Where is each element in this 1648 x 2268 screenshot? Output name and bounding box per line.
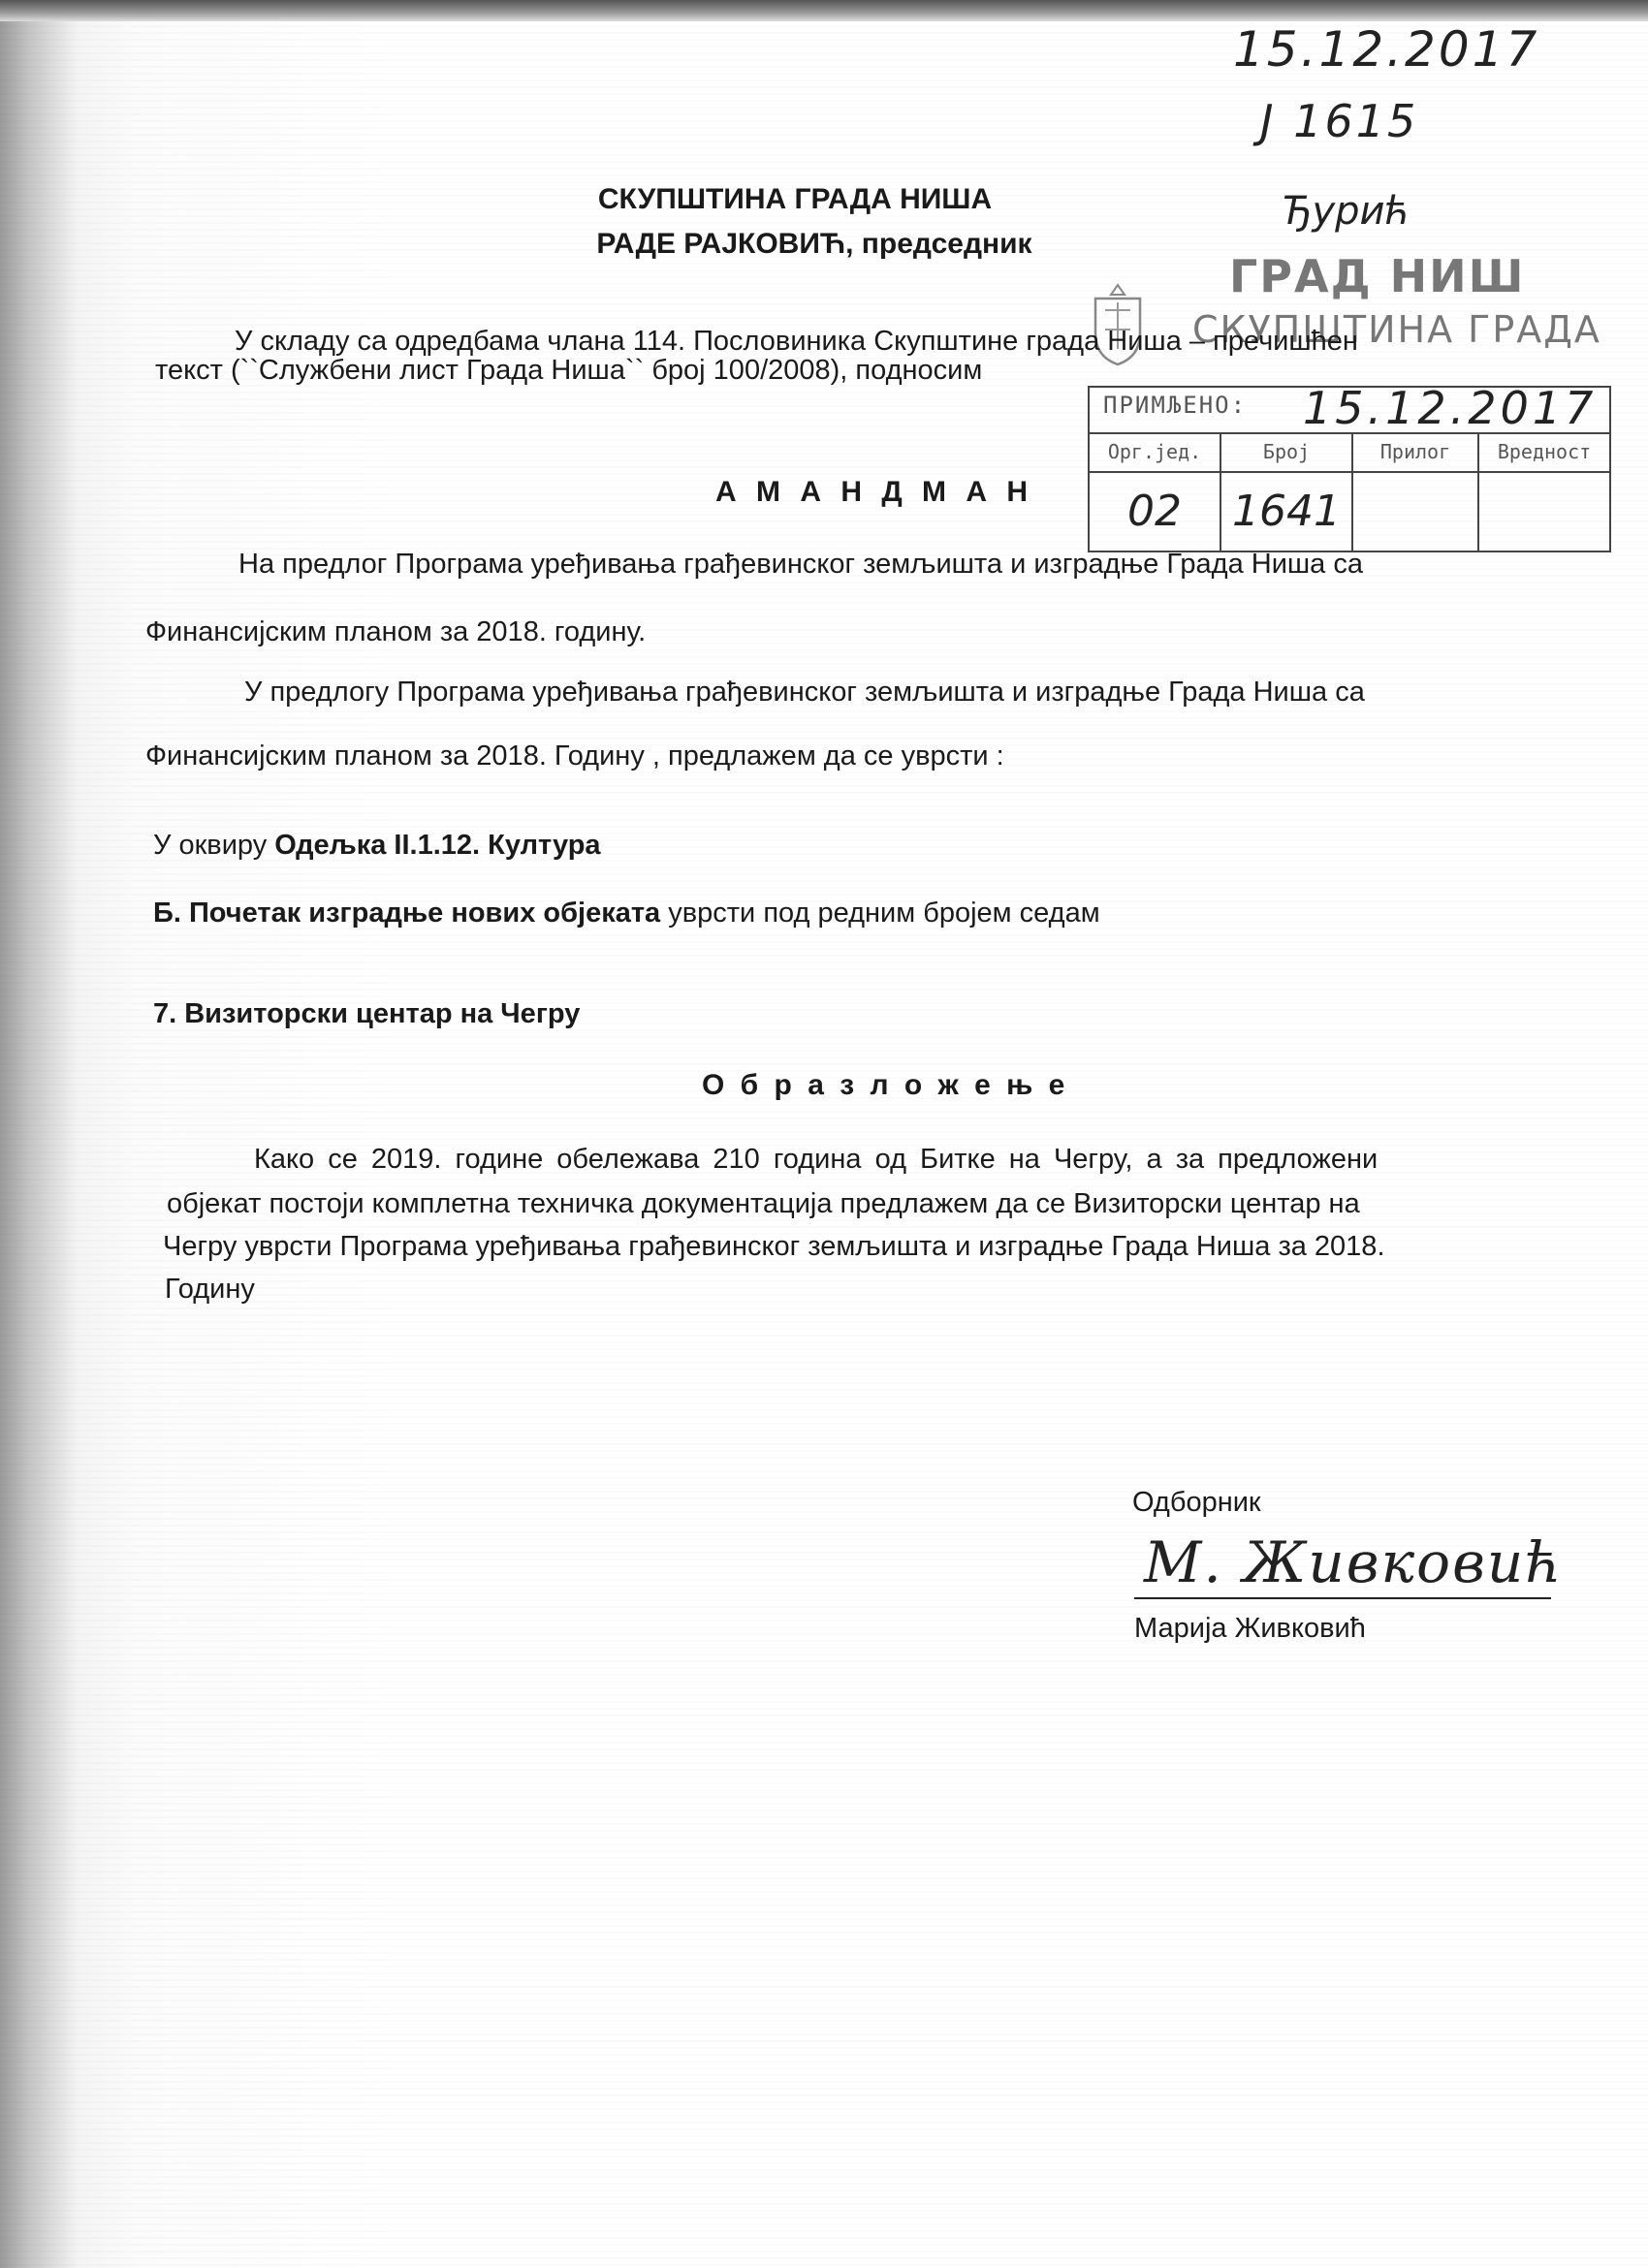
paragraph-2-line-2: Финансијским планом за 2018. Годину , предлажем да се уврсти : — [145, 740, 1004, 772]
stamp-cell-value — [1479, 432, 1609, 552]
stamp-body: СКУПШТИНА ГРАДА — [1192, 308, 1601, 351]
subsection-rest: уврсти под редним бројем седам — [660, 898, 1100, 929]
intro-line-2: текст (``Службени лист Града Ниша`` број 100/2008), подносим — [155, 355, 983, 386]
scan-edge — [0, 0, 1648, 21]
rationale-line-2: објекат постоји комплетна техничка документација предлажем да се Визиторски центар на — [167, 1188, 1360, 1219]
section-prefix: У оквиру — [153, 830, 275, 861]
subsection-line — [153, 894, 1100, 932]
stamp-header-number: Број — [1221, 432, 1351, 473]
subsection-bold: Б. Почетак изградње нових објеката — [153, 898, 661, 929]
paragraph-1-line-2: Финансијским планом за 2018. годину. — [145, 616, 647, 647]
stamp-received-date: 15.12.2017 — [1303, 382, 1598, 434]
stamp-value-org: 02 — [1127, 487, 1182, 536]
stamp-value-value — [1479, 471, 1609, 552]
addressee-line-2: РАДЕ РАЈКОВИЋ, председник — [596, 228, 1032, 260]
stamp-header-org: Орг.јед. — [1090, 432, 1220, 473]
stamp-received-label: ПРИМЉЕНО: — [1103, 392, 1248, 419]
stamp-received-row — [1090, 382, 1609, 434]
stamp-city: ГРАД НИШ — [1229, 250, 1526, 302]
section-bold: Одељка II.1.12. Култура — [274, 830, 601, 861]
rationale-line-1: Како се 2019. године обележава 210 година од Битке на Чегру, а за предложени — [254, 1144, 1379, 1175]
stamp-cell-attachment — [1353, 432, 1479, 552]
stamp-cell-number — [1221, 432, 1353, 552]
signatory-role: Одборник — [1132, 1487, 1261, 1518]
signature-line — [1134, 1597, 1551, 1599]
document-title: А М А Н Д М А Н — [715, 476, 1034, 508]
intro-line-1: У складу са одредбама члана 114. Пословиника Скупштине града Ниша – пречишћен — [235, 326, 1358, 357]
handwritten-initials: Ђурић — [1282, 189, 1410, 234]
paragraph-2-line-1: У предлогу Програма уређивања грађевинског земљишта и изградње Града Ниша са — [244, 677, 1365, 708]
stamp-cell-org — [1090, 432, 1221, 552]
item-line: 7. Визиторски центар на Чегру — [153, 998, 581, 1029]
received-stamp — [1088, 382, 1611, 552]
handwritten-signature: М. Живковић — [1144, 1529, 1564, 1595]
rationale-line-3: Чегру уврсти Програма уређивања грађевинског земљишта и изградње Града Ниша за 2018. — [163, 1231, 1385, 1262]
stamp-header-value: Вредност — [1479, 432, 1609, 473]
section-line — [153, 826, 601, 865]
handwritten-date: 15.12.2017 — [1233, 21, 1540, 78]
paragraph-1-line-1: На предлог Програма уређивања грађевинског земљишта и изградње Града Ниша са — [238, 549, 1363, 580]
rationale-title: О б р а з л о ж е њ е — [702, 1069, 1069, 1101]
rationale-line-4: Годину — [165, 1274, 255, 1305]
signatory-name: Марија Живковић — [1134, 1613, 1366, 1644]
handwritten-reference: J 1615 — [1260, 95, 1419, 147]
addressee-line-1: СКУПШТИНА ГРАДА НИША — [597, 183, 993, 215]
stamp-value-attachment — [1353, 471, 1477, 552]
stamp-header-attachment: Прилог — [1353, 432, 1477, 473]
stamp-value-number: 1641 — [1232, 487, 1341, 536]
